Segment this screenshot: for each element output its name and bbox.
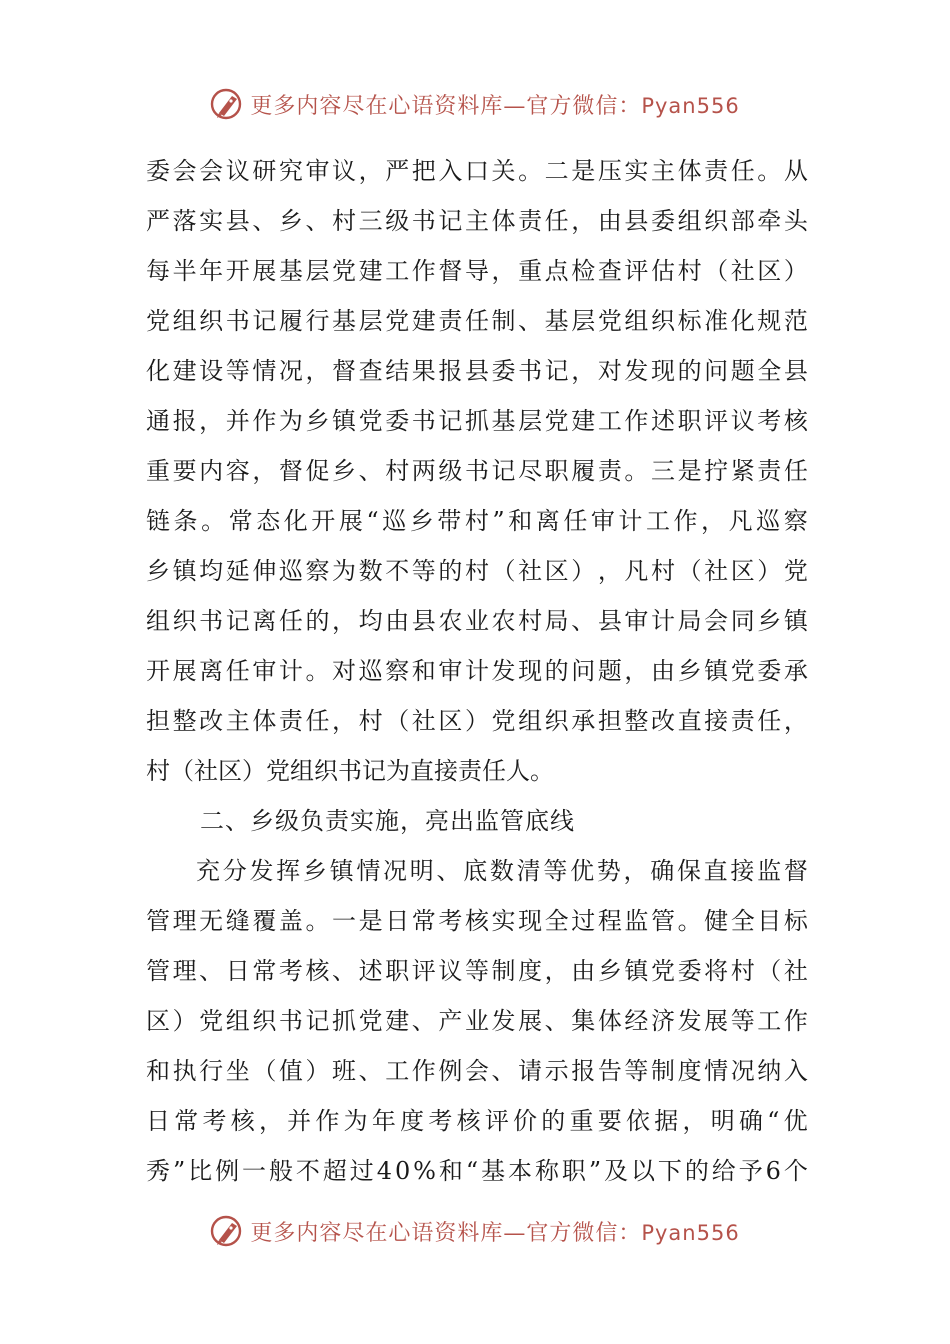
body-line: 链 条 。 常 态 化 开 展 “ 巡 乡 带 村 ” 和 离 任 审 计 工 作 ， 凡 巡 察 — [146, 507, 808, 535]
body-line: 重 要 内 容 ， 督 促 乡 、 村 两 级 书 记 尽 职 履 责 。 三 是 拧 紧 责 任 — [146, 457, 808, 485]
document-body — [146, 146, 808, 1196]
body-line: 担 整 改 主 体 责 任 ， 村 （ 社 区 ） 党 组 织 承 担 整 改 直 接 责 任 ， — [146, 707, 808, 735]
body-line: 党 组 织 书 记 履 行 基 层 党 建 责 任 制 、 基 层 党 组 织 标 准 化 规 范 — [146, 307, 808, 335]
header-watermark-text: 更多内容尽在心语资料库—官方微信：Pyan556 — [250, 93, 740, 119]
body-line: 通 报 ， 并 作 为 乡 镇 党 委 书 记 抓 基 层 党 建 工 作 述 职 评 议 考 核 — [146, 407, 808, 435]
body-line: 化 建 设 等 情 况 ， 督 查 结 果 报 县 委 书 记 ， 对 发 现 的 问 题 全 县 — [146, 357, 808, 385]
body-line: 严 落 实 县 、 乡 、 村 三 级 书 记 主 体 责 任 ， 由 县 委 组 织 部 牵 头 — [146, 207, 808, 235]
section-line: 充 分 发 挥 乡 镇 情 况 明 、 底 数 清 等 优 势 ， 确 保 直 接 监 督 — [196, 857, 808, 885]
section-line: 和 执 行 坐 （ 值 ） 班 、 工 作 例 会 、 请 示 报 告 等 制 度 情 况 纳 入 — [146, 1057, 808, 1085]
pen-nib-logo-icon — [210, 87, 244, 121]
body-line: 乡 镇 均 延 伸 巡 察 为 数 不 等 的 村 （ 社 区 ） ， 凡 村 （ 社 区 ） 党 — [146, 557, 808, 585]
footer-wechat-id: Pyan556 — [641, 1220, 740, 1245]
section-line: 管 理 无 缝 覆 盖 。 一 是 日 常 考 核 实 现 全 过 程 监 管 。 健 全 目 标 — [146, 907, 808, 935]
body-line: 村（社区）党组织书记为直接责任人。 — [146, 757, 554, 785]
section-heading: 二、乡级负责实施，亮出监管底线 — [200, 807, 575, 835]
body-line: 委 会 会 议 研 究 审 议 ， 严 把 入 口 关 。 二 是 压 实 主 体 责 任 。 从 — [146, 157, 808, 185]
pen-nib-logo-icon — [210, 1214, 244, 1248]
header-watermark-banner — [0, 82, 950, 126]
body-line: 组 织 书 记 离 任 的 ， 均 由 县 农 业 农 村 局 、 县 审 计 局 会 同 乡 镇 — [146, 607, 808, 635]
body-line: 每 半 年 开 展 基 层 党 建 工 作 督 导 ， 重 点 检 查 评 估 村 （ 社 区 ） — [146, 257, 808, 285]
body-line: 开 展 离 任 审 计 。 对 巡 察 和 审 计 发 现 的 问 题 ， 由 乡 镇 党 委 承 — [146, 657, 808, 685]
footer-watermark-banner — [0, 1209, 950, 1253]
footer-watermark-text: 更多内容尽在心语资料库—官方微信：Pyan556 — [250, 1220, 740, 1246]
section-line: 区 ） 党 组 织 书 记 抓 党 建 、 产 业 发 展 、 集 体 经 济 发 展 等 工 作 — [146, 1007, 808, 1035]
section-line: 日 常 考 核 ， 并 作 为 年 度 考 核 评 价 的 重 要 依 据 ， 明 确 “ 优 — [146, 1107, 808, 1135]
header-wechat-id: Pyan556 — [641, 93, 740, 118]
section-line: 秀 ” 比 例 一 般 不 超 过 4 0 % 和 “ 基 本 称 职 ” 及 以 下 的 给 予 6 个 — [146, 1157, 808, 1185]
section-line: 管 理 、 日 常 考 核 、 述 职 评 议 等 制 度 ， 由 乡 镇 党 委 将 村 （ 社 — [146, 957, 808, 985]
